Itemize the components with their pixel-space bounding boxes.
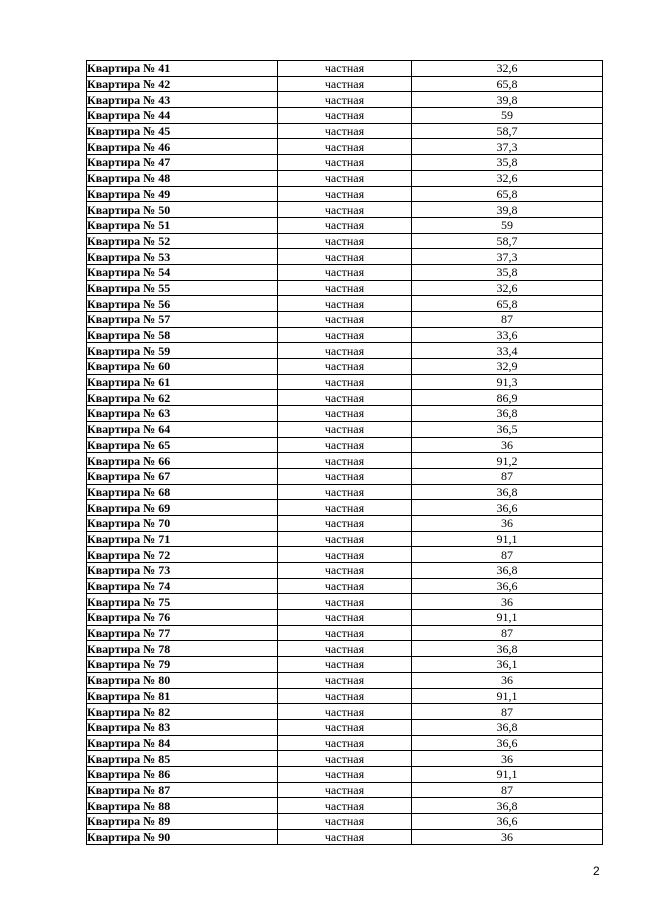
- apartment-name-cell: Квартира № 45: [87, 123, 278, 139]
- apartment-area-cell: 32,6: [412, 170, 603, 186]
- ownership-type-cell: частная: [278, 61, 412, 77]
- apartment-area-cell: 36: [412, 515, 603, 531]
- apartment-area-cell: 58,7: [412, 233, 603, 249]
- apartment-area-cell: 91,1: [412, 766, 603, 782]
- apartment-name-cell: Квартира № 74: [87, 578, 278, 594]
- apartment-name-cell: Квартира № 86: [87, 766, 278, 782]
- apartment-area-cell: 35,8: [412, 155, 603, 171]
- apartment-area-cell: 36,8: [412, 406, 603, 422]
- ownership-type-cell: частная: [278, 719, 412, 735]
- ownership-type-cell: частная: [278, 625, 412, 641]
- table-row: [87, 186, 603, 202]
- apartment-name-cell: Квартира № 64: [87, 421, 278, 437]
- ownership-type-cell: частная: [278, 170, 412, 186]
- ownership-type-cell: частная: [278, 280, 412, 296]
- apartment-name-cell: Квартира № 71: [87, 531, 278, 547]
- apartment-name-cell: Квартира № 57: [87, 312, 278, 328]
- apartment-name-cell: Квартира № 44: [87, 108, 278, 124]
- apartment-name-cell: Квартира № 65: [87, 437, 278, 453]
- apartment-area-cell: 87: [412, 547, 603, 563]
- table-row: [87, 296, 603, 312]
- ownership-type-cell: частная: [278, 421, 412, 437]
- ownership-type-cell: частная: [278, 515, 412, 531]
- apartment-name-cell: Квартира № 82: [87, 704, 278, 720]
- apartment-name-cell: Квартира № 50: [87, 202, 278, 218]
- apartment-area-cell: 33,6: [412, 327, 603, 343]
- table-row: [87, 264, 603, 280]
- apartment-name-cell: Квартира № 79: [87, 657, 278, 673]
- apartment-name-cell: Квартира № 61: [87, 374, 278, 390]
- apartment-area-cell: 36,8: [412, 641, 603, 657]
- apartment-area-cell: 39,8: [412, 202, 603, 218]
- table-row: [87, 453, 603, 469]
- apartment-name-cell: Квартира № 90: [87, 829, 278, 845]
- ownership-type-cell: частная: [278, 641, 412, 657]
- apartment-area-cell: 59: [412, 108, 603, 124]
- table-row: [87, 719, 603, 735]
- apartment-name-cell: Квартира № 80: [87, 672, 278, 688]
- apartment-area-cell: 36,6: [412, 578, 603, 594]
- apartment-area-cell: 87: [412, 468, 603, 484]
- ownership-type-cell: частная: [278, 735, 412, 751]
- apartment-area-cell: 36: [412, 829, 603, 845]
- apartment-name-cell: Квартира № 88: [87, 798, 278, 814]
- apartment-area-cell: 36: [412, 672, 603, 688]
- ownership-type-cell: частная: [278, 390, 412, 406]
- ownership-type-cell: частная: [278, 829, 412, 845]
- ownership-type-cell: частная: [278, 92, 412, 108]
- table-row: [87, 374, 603, 390]
- table-row: [87, 735, 603, 751]
- ownership-type-cell: частная: [278, 578, 412, 594]
- table-row: [87, 437, 603, 453]
- table-row: [87, 343, 603, 359]
- apartment-area-cell: 37,3: [412, 249, 603, 265]
- ownership-type-cell: частная: [278, 704, 412, 720]
- ownership-type-cell: частная: [278, 688, 412, 704]
- ownership-type-cell: частная: [278, 547, 412, 563]
- apartment-name-cell: Квартира № 54: [87, 264, 278, 280]
- apartment-name-cell: Квартира № 41: [87, 61, 278, 77]
- apartment-area-cell: 65,8: [412, 296, 603, 312]
- table-row: [87, 280, 603, 296]
- apartment-area-cell: 65,8: [412, 186, 603, 202]
- apartment-area-cell: 87: [412, 312, 603, 328]
- table-row: [87, 578, 603, 594]
- apartment-name-cell: Квартира № 42: [87, 76, 278, 92]
- page-number: 2: [593, 864, 600, 878]
- apartment-area-cell: 36,8: [412, 563, 603, 579]
- apartment-name-cell: Квартира № 62: [87, 390, 278, 406]
- ownership-type-cell: частная: [278, 406, 412, 422]
- apartment-name-cell: Квартира № 51: [87, 217, 278, 233]
- table-row: [87, 672, 603, 688]
- apartment-area-cell: 36,8: [412, 798, 603, 814]
- table-row: [87, 249, 603, 265]
- ownership-type-cell: частная: [278, 327, 412, 343]
- apartment-area-cell: 58,7: [412, 123, 603, 139]
- apartment-area-cell: 32,6: [412, 61, 603, 77]
- ownership-type-cell: частная: [278, 468, 412, 484]
- ownership-type-cell: частная: [278, 202, 412, 218]
- apartment-name-cell: Квартира № 84: [87, 735, 278, 751]
- ownership-type-cell: частная: [278, 186, 412, 202]
- apartment-name-cell: Квартира № 59: [87, 343, 278, 359]
- table-row: [87, 92, 603, 108]
- ownership-type-cell: частная: [278, 484, 412, 500]
- table-row: [87, 202, 603, 218]
- table-row: [87, 170, 603, 186]
- apartment-name-cell: Квартира № 47: [87, 155, 278, 171]
- ownership-type-cell: частная: [278, 782, 412, 798]
- ownership-type-cell: частная: [278, 76, 412, 92]
- apartment-name-cell: Квартира № 72: [87, 547, 278, 563]
- apartment-area-cell: 37,3: [412, 139, 603, 155]
- ownership-type-cell: частная: [278, 343, 412, 359]
- table-row: [87, 610, 603, 626]
- apartment-name-cell: Квартира № 76: [87, 610, 278, 626]
- table-row: [87, 563, 603, 579]
- table-row: [87, 641, 603, 657]
- apartment-area-cell: 36: [412, 437, 603, 453]
- apartment-area-cell: 59: [412, 217, 603, 233]
- ownership-type-cell: частная: [278, 453, 412, 469]
- ownership-type-cell: частная: [278, 296, 412, 312]
- ownership-type-cell: частная: [278, 672, 412, 688]
- apartment-name-cell: Квартира № 67: [87, 468, 278, 484]
- apartment-name-cell: Квартира № 70: [87, 515, 278, 531]
- apartment-area-cell: 91,1: [412, 610, 603, 626]
- table-row: [87, 625, 603, 641]
- apartments-table: [86, 60, 603, 845]
- ownership-type-cell: частная: [278, 249, 412, 265]
- table-row: [87, 359, 603, 375]
- ownership-type-cell: частная: [278, 217, 412, 233]
- ownership-type-cell: частная: [278, 814, 412, 830]
- table-row: [87, 390, 603, 406]
- table-row: [87, 233, 603, 249]
- ownership-type-cell: частная: [278, 594, 412, 610]
- ownership-type-cell: частная: [278, 108, 412, 124]
- table-row: [87, 766, 603, 782]
- apartment-name-cell: Квартира № 43: [87, 92, 278, 108]
- ownership-type-cell: частная: [278, 610, 412, 626]
- ownership-type-cell: частная: [278, 359, 412, 375]
- apartment-name-cell: Квартира № 85: [87, 751, 278, 767]
- apartment-name-cell: Квартира № 53: [87, 249, 278, 265]
- ownership-type-cell: частная: [278, 500, 412, 516]
- apartment-area-cell: 39,8: [412, 92, 603, 108]
- table-row: [87, 688, 603, 704]
- table-row: [87, 108, 603, 124]
- apartment-area-cell: 91,2: [412, 453, 603, 469]
- apartment-name-cell: Квартира № 52: [87, 233, 278, 249]
- apartment-name-cell: Квартира № 75: [87, 594, 278, 610]
- apartment-name-cell: Квартира № 89: [87, 814, 278, 830]
- ownership-type-cell: частная: [278, 155, 412, 171]
- apartment-name-cell: Квартира № 68: [87, 484, 278, 500]
- apartment-area-cell: 36,6: [412, 814, 603, 830]
- apartment-name-cell: Квартира № 87: [87, 782, 278, 798]
- table-row: [87, 515, 603, 531]
- apartment-name-cell: Квартира № 73: [87, 563, 278, 579]
- apartment-name-cell: Квартира № 66: [87, 453, 278, 469]
- apartment-area-cell: 36: [412, 751, 603, 767]
- apartment-area-cell: 36,1: [412, 657, 603, 673]
- table-row: [87, 327, 603, 343]
- apartment-name-cell: Квартира № 63: [87, 406, 278, 422]
- table-row: [87, 829, 603, 845]
- table-row: [87, 531, 603, 547]
- table-row: [87, 547, 603, 563]
- ownership-type-cell: частная: [278, 264, 412, 280]
- apartment-name-cell: Квартира № 60: [87, 359, 278, 375]
- table-row: [87, 421, 603, 437]
- apartment-area-cell: 32,6: [412, 280, 603, 296]
- ownership-type-cell: частная: [278, 123, 412, 139]
- apartment-area-cell: 87: [412, 625, 603, 641]
- ownership-type-cell: частная: [278, 563, 412, 579]
- ownership-type-cell: частная: [278, 312, 412, 328]
- apartment-area-cell: 36,8: [412, 484, 603, 500]
- table-row: [87, 751, 603, 767]
- apartment-area-cell: 36: [412, 594, 603, 610]
- apartment-area-cell: 36,6: [412, 735, 603, 751]
- table-row: [87, 704, 603, 720]
- apartment-area-cell: 87: [412, 782, 603, 798]
- table-row: [87, 782, 603, 798]
- apartments-table-body: [87, 61, 603, 845]
- ownership-type-cell: частная: [278, 751, 412, 767]
- apartment-area-cell: 91,1: [412, 531, 603, 547]
- apartment-name-cell: Квартира № 46: [87, 139, 278, 155]
- table-row: [87, 814, 603, 830]
- table-row: [87, 657, 603, 673]
- apartment-name-cell: Квартира № 56: [87, 296, 278, 312]
- table-row: [87, 139, 603, 155]
- table-row: [87, 468, 603, 484]
- apartment-name-cell: Квартира № 58: [87, 327, 278, 343]
- apartment-name-cell: Квартира № 78: [87, 641, 278, 657]
- apartment-name-cell: Квартира № 81: [87, 688, 278, 704]
- apartment-name-cell: Квартира № 83: [87, 719, 278, 735]
- ownership-type-cell: частная: [278, 531, 412, 547]
- apartment-area-cell: 65,8: [412, 76, 603, 92]
- apartment-area-cell: 86,9: [412, 390, 603, 406]
- apartment-area-cell: 36,6: [412, 500, 603, 516]
- table-row: [87, 123, 603, 139]
- apartment-name-cell: Квартира № 55: [87, 280, 278, 296]
- table-row: [87, 312, 603, 328]
- apartment-area-cell: 36,5: [412, 421, 603, 437]
- table-row: [87, 500, 603, 516]
- table-row: [87, 594, 603, 610]
- apartment-area-cell: 36,8: [412, 719, 603, 735]
- table-row: [87, 798, 603, 814]
- table-row: [87, 406, 603, 422]
- table-row: [87, 155, 603, 171]
- table-row: [87, 217, 603, 233]
- apartment-name-cell: Квартира № 69: [87, 500, 278, 516]
- apartment-area-cell: 35,8: [412, 264, 603, 280]
- apartment-area-cell: 87: [412, 704, 603, 720]
- ownership-type-cell: частная: [278, 437, 412, 453]
- table-row: [87, 76, 603, 92]
- ownership-type-cell: частная: [278, 798, 412, 814]
- apartment-name-cell: Квартира № 49: [87, 186, 278, 202]
- table-row: [87, 61, 603, 77]
- apartment-area-cell: 91,3: [412, 374, 603, 390]
- ownership-type-cell: частная: [278, 139, 412, 155]
- apartment-area-cell: 32,9: [412, 359, 603, 375]
- ownership-type-cell: частная: [278, 766, 412, 782]
- apartment-name-cell: Квартира № 48: [87, 170, 278, 186]
- apartment-area-cell: 33,4: [412, 343, 603, 359]
- ownership-type-cell: частная: [278, 233, 412, 249]
- table-row: [87, 484, 603, 500]
- ownership-type-cell: частная: [278, 657, 412, 673]
- apartment-area-cell: 91,1: [412, 688, 603, 704]
- ownership-type-cell: частная: [278, 374, 412, 390]
- apartment-name-cell: Квартира № 77: [87, 625, 278, 641]
